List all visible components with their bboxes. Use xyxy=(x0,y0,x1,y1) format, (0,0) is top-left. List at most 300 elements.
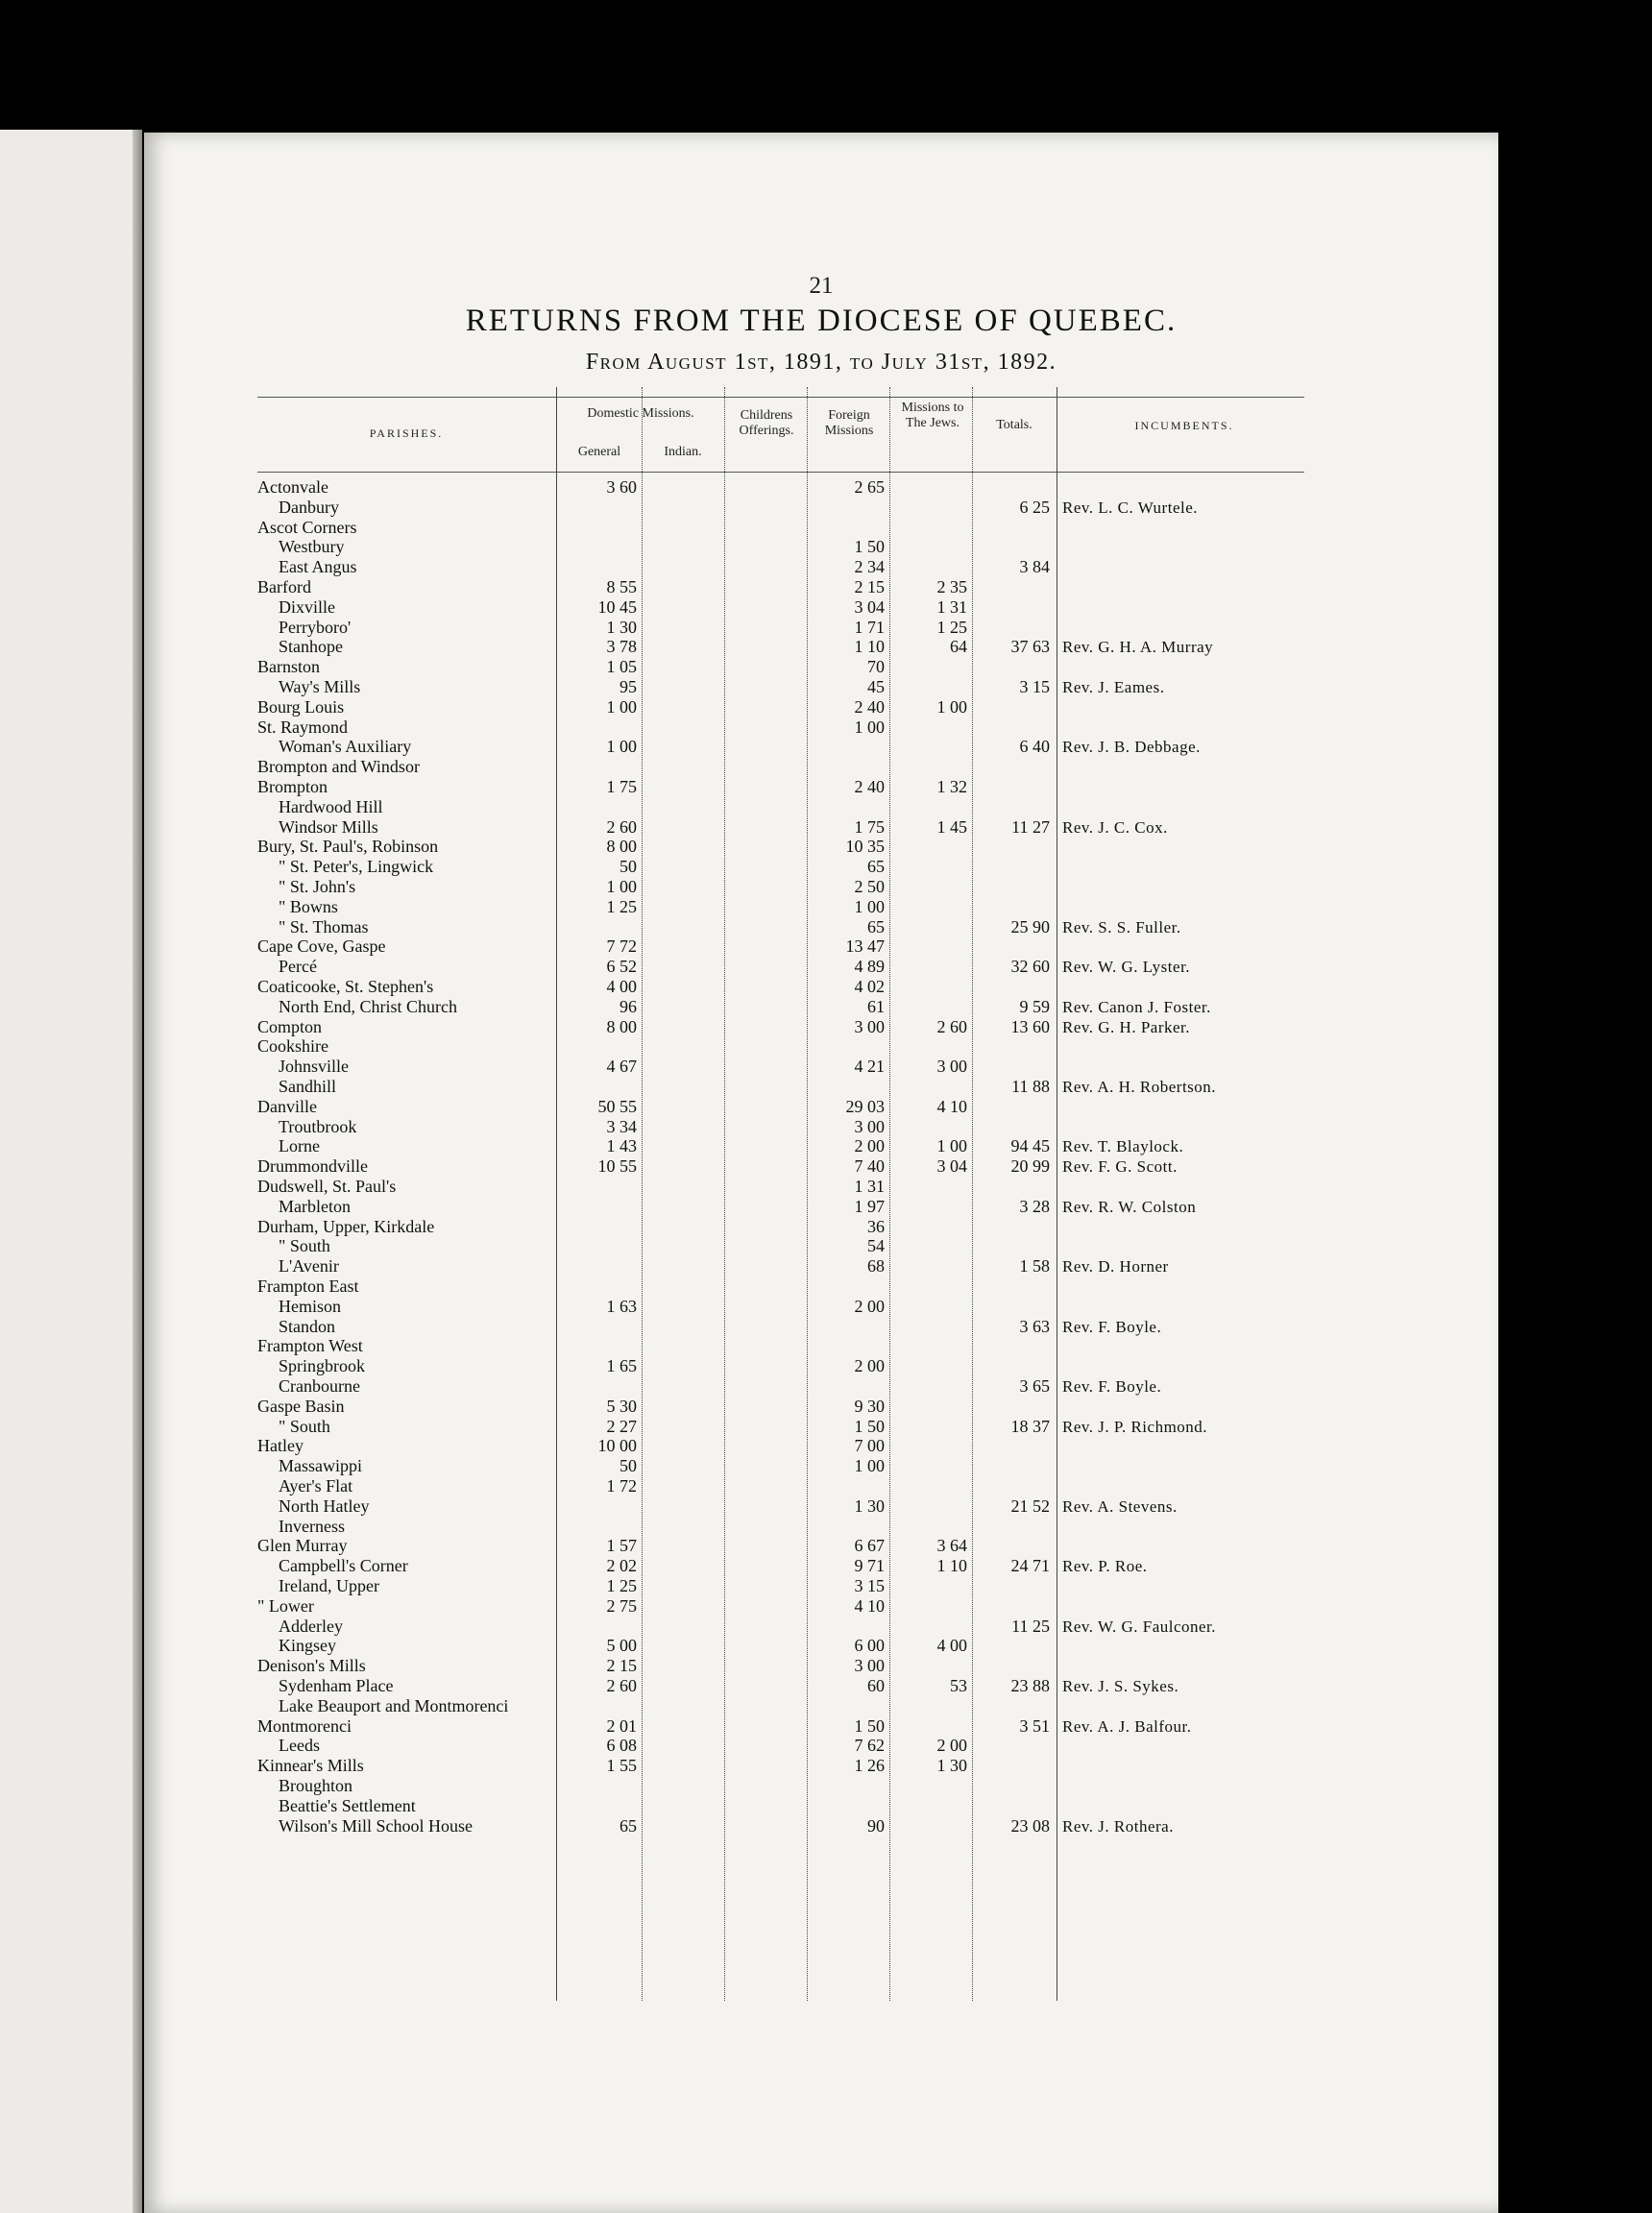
incumbent-name: Rev. G. H. A. Murray xyxy=(1062,638,1214,657)
childrens-cell xyxy=(727,1356,806,1376)
parish-name: Stanhope xyxy=(279,637,346,656)
jews-cell xyxy=(892,817,971,838)
jews-cell xyxy=(892,1077,971,1097)
total-amount: 23 08 xyxy=(1008,1816,1055,1836)
foreign-cell xyxy=(810,1036,888,1057)
parish-name: Percé xyxy=(279,957,320,976)
parish-name: " St. Peter's, Lingwick xyxy=(279,857,436,876)
total-amount: 3 51 xyxy=(1017,1716,1055,1736)
total-cell xyxy=(975,1656,1054,1676)
parish-name: East Angus xyxy=(279,557,360,576)
jews-cell xyxy=(892,677,971,697)
total-cell xyxy=(975,1776,1054,1796)
foreign-amount: 65 xyxy=(864,857,888,876)
general-cell xyxy=(560,1057,641,1077)
indian-cell xyxy=(644,877,723,897)
indian-cell xyxy=(644,1776,723,1796)
indian-cell xyxy=(644,1656,723,1676)
general-cell xyxy=(560,1336,641,1356)
table-row xyxy=(257,717,1448,738)
table-row xyxy=(257,1496,1448,1517)
foreign-amount: 2 34 xyxy=(852,557,889,576)
foreign-amount: 9 30 xyxy=(852,1397,889,1416)
jews-amount: 1 31 xyxy=(935,597,972,617)
jews-cell xyxy=(892,1716,971,1737)
childrens-cell xyxy=(727,618,806,638)
total-cell xyxy=(975,677,1054,697)
childrens-cell xyxy=(727,1596,806,1617)
table-row xyxy=(257,1336,1448,1356)
parish-name: Drummondville xyxy=(257,1156,371,1176)
general-amount: 1 30 xyxy=(604,618,642,637)
indian-cell xyxy=(644,1696,723,1716)
table-row xyxy=(257,597,1448,618)
general-cell xyxy=(560,477,641,498)
jews-amount: 4 00 xyxy=(935,1636,972,1655)
general-cell xyxy=(560,1456,641,1476)
parish-name: Lake Beauport and Montmorenci xyxy=(279,1696,511,1715)
table-row xyxy=(257,1476,1448,1496)
table-row xyxy=(257,837,1448,857)
total-amount: 25 90 xyxy=(1008,917,1055,936)
total-cell xyxy=(975,1197,1054,1217)
foreign-amount: 1 50 xyxy=(852,537,889,556)
foreign-amount: 2 00 xyxy=(852,1356,889,1375)
general-amount: 2 60 xyxy=(604,1676,642,1695)
jews-cell xyxy=(892,1736,971,1756)
total-cell xyxy=(975,1336,1054,1356)
general-cell xyxy=(560,637,641,657)
parish-name: Dixville xyxy=(279,597,338,617)
jews-cell xyxy=(892,1197,971,1217)
parish-name: Perryboro' xyxy=(279,618,353,637)
general-cell xyxy=(560,1017,641,1037)
foreign-amount: 36 xyxy=(864,1217,888,1236)
childrens-cell xyxy=(727,1256,806,1277)
jews-amount: 2 35 xyxy=(935,577,972,596)
parish-name: Denison's Mills xyxy=(257,1656,369,1675)
childrens-cell xyxy=(727,1636,806,1656)
general-cell xyxy=(560,1517,641,1537)
table-row xyxy=(257,1456,1448,1476)
jews-cell xyxy=(892,637,971,657)
parish-name: Dudswell, St. Paul's xyxy=(257,1177,399,1196)
foreign-amount: 9 71 xyxy=(852,1556,889,1575)
childrens-cell xyxy=(727,737,806,757)
parish-name: North Hatley xyxy=(279,1496,372,1516)
jews-cell xyxy=(892,1517,971,1537)
total-cell xyxy=(975,1676,1054,1696)
header-incumbents: INCUMBENTS. xyxy=(1134,419,1234,432)
total-cell xyxy=(975,637,1054,657)
indian-cell xyxy=(644,577,723,597)
table-row xyxy=(257,957,1448,977)
foreign-cell xyxy=(810,1636,888,1656)
childrens-cell xyxy=(727,577,806,597)
jews-cell xyxy=(892,1036,971,1057)
table-row xyxy=(257,518,1448,538)
jews-amount: 2 00 xyxy=(935,1736,972,1755)
jews-amount: 2 60 xyxy=(935,1017,972,1036)
foreign-cell xyxy=(810,1217,888,1237)
table-row xyxy=(257,1136,1448,1156)
general-amount: 65 xyxy=(617,1816,641,1836)
parish-cell xyxy=(257,1297,567,1317)
total-amount: 3 15 xyxy=(1017,677,1055,696)
table-row xyxy=(257,917,1448,937)
table-row xyxy=(257,877,1448,897)
foreign-cell xyxy=(810,717,888,738)
top-rule xyxy=(257,397,1304,398)
parish-name: " St. John's xyxy=(279,877,358,896)
foreign-cell xyxy=(810,577,888,597)
jews-amount: 1 00 xyxy=(935,697,972,717)
table-row xyxy=(257,1617,1448,1637)
foreign-cell xyxy=(810,1716,888,1737)
indian-cell xyxy=(644,1297,723,1317)
indian-cell xyxy=(644,1317,723,1337)
parish-cell xyxy=(257,1556,567,1576)
jews-cell xyxy=(892,577,971,597)
parish-cell xyxy=(257,1097,546,1117)
indian-cell xyxy=(644,1736,723,1756)
childrens-cell xyxy=(727,537,806,557)
parish-name: Barford xyxy=(257,577,314,596)
childrens-cell xyxy=(727,1136,806,1156)
indian-cell xyxy=(644,498,723,518)
jews-cell xyxy=(892,537,971,557)
total-cell xyxy=(975,577,1054,597)
childrens-cell xyxy=(727,817,806,838)
general-amount: 3 78 xyxy=(604,637,642,656)
foreign-cell xyxy=(810,1236,888,1256)
indian-cell xyxy=(644,1556,723,1576)
foreign-amount: 2 65 xyxy=(852,477,889,497)
total-cell xyxy=(975,1417,1054,1437)
table-row xyxy=(257,1117,1448,1137)
total-cell xyxy=(975,1217,1054,1237)
parish-name: Glen Murray xyxy=(257,1536,350,1555)
childrens-cell xyxy=(727,1197,806,1217)
jews-cell xyxy=(892,1476,971,1496)
general-cell xyxy=(560,1197,641,1217)
general-cell xyxy=(560,1596,641,1617)
foreign-cell xyxy=(810,1197,888,1217)
foreign-cell xyxy=(810,1736,888,1756)
foreign-cell xyxy=(810,1277,888,1297)
foreign-cell xyxy=(810,1456,888,1476)
table-row xyxy=(257,777,1448,797)
table-row xyxy=(257,936,1448,957)
parish-cell xyxy=(257,1496,567,1517)
childrens-cell xyxy=(727,1656,806,1676)
general-cell xyxy=(560,1617,641,1637)
childrens-cell xyxy=(727,597,806,618)
header-parishes: PARISHES. xyxy=(369,426,444,440)
table-row xyxy=(257,1277,1448,1297)
indian-cell xyxy=(644,1676,723,1696)
parish-name: Troutbrook xyxy=(279,1117,359,1136)
total-cell xyxy=(975,1097,1054,1117)
foreign-cell xyxy=(810,1356,888,1376)
total-cell xyxy=(975,1017,1054,1037)
indian-cell xyxy=(644,1596,723,1617)
total-cell xyxy=(975,1696,1054,1716)
general-amount: 5 00 xyxy=(604,1636,642,1655)
incumbent-name: Rev. F. Boyle. xyxy=(1062,1377,1162,1396)
total-cell xyxy=(975,1796,1054,1816)
general-cell xyxy=(560,977,641,997)
foreign-amount: 90 xyxy=(864,1816,888,1836)
general-amount: 1 05 xyxy=(604,657,642,676)
general-cell xyxy=(560,697,641,717)
table-row xyxy=(257,977,1448,997)
foreign-amount: 60 xyxy=(864,1676,888,1695)
general-cell xyxy=(560,1036,641,1057)
foreign-cell xyxy=(810,1476,888,1496)
table-row xyxy=(257,1556,1448,1576)
table-row xyxy=(257,477,1448,498)
parish-cell xyxy=(257,1756,546,1776)
parish-name: Springbrook xyxy=(279,1356,368,1375)
jews-cell xyxy=(892,1217,971,1237)
indian-cell xyxy=(644,1456,723,1476)
general-cell xyxy=(560,1496,641,1517)
childrens-cell xyxy=(727,1756,806,1776)
general-amount: 8 00 xyxy=(604,1017,642,1036)
total-cell xyxy=(975,997,1054,1017)
parish-name: " Bowns xyxy=(279,897,341,916)
parish-cell xyxy=(257,498,567,518)
parish-name: St. Raymond xyxy=(257,717,351,737)
general-amount: 50 55 xyxy=(595,1097,642,1116)
parish-cell xyxy=(257,1656,546,1676)
foreign-cell xyxy=(810,977,888,997)
parish-name: Broughton xyxy=(279,1776,355,1795)
general-amount: 10 45 xyxy=(595,597,642,617)
general-amount: 2 02 xyxy=(604,1556,642,1575)
table-row xyxy=(257,677,1448,697)
childrens-cell xyxy=(727,1436,806,1456)
childrens-cell xyxy=(727,957,806,977)
foreign-cell xyxy=(810,837,888,857)
general-cell xyxy=(560,777,641,797)
general-amount: 1 57 xyxy=(604,1536,642,1555)
jews-cell xyxy=(892,1097,971,1117)
jews-cell xyxy=(892,857,971,877)
general-amount: 8 55 xyxy=(604,577,642,596)
foreign-cell xyxy=(810,1057,888,1077)
foreign-cell xyxy=(810,477,888,498)
parish-cell xyxy=(257,837,546,857)
childrens-cell xyxy=(727,1536,806,1556)
parish-cell xyxy=(257,537,567,557)
parish-name: Frampton East xyxy=(257,1277,362,1296)
parish-cell xyxy=(257,1217,546,1237)
foreign-cell xyxy=(810,537,888,557)
jews-cell xyxy=(892,597,971,618)
total-cell xyxy=(975,777,1054,797)
childrens-cell xyxy=(727,1057,806,1077)
general-amount: 96 xyxy=(617,997,641,1016)
parish-cell xyxy=(257,1036,546,1057)
table-row xyxy=(257,1536,1448,1556)
general-cell xyxy=(560,1476,641,1496)
indian-cell xyxy=(644,1816,723,1836)
parish-cell xyxy=(257,1136,567,1156)
general-amount: 2 60 xyxy=(604,817,642,837)
total-cell xyxy=(975,477,1054,498)
total-cell xyxy=(975,857,1054,877)
indian-cell xyxy=(644,817,723,838)
foreign-cell xyxy=(810,657,888,677)
jews-amount: 1 10 xyxy=(935,1556,972,1575)
total-cell xyxy=(975,1496,1054,1517)
parish-name: " Lower xyxy=(257,1596,317,1616)
total-amount: 94 45 xyxy=(1008,1136,1055,1155)
parish-name: Cape Cove, Gaspe xyxy=(257,936,388,956)
foreign-cell xyxy=(810,877,888,897)
indian-cell xyxy=(644,977,723,997)
general-amount: 2 15 xyxy=(604,1656,642,1675)
general-amount: 3 34 xyxy=(604,1117,642,1136)
childrens-cell xyxy=(727,1676,806,1696)
parish-cell xyxy=(257,1117,567,1137)
jews-cell xyxy=(892,1256,971,1277)
parish-name: Windsor Mills xyxy=(279,817,381,837)
parish-cell xyxy=(257,1017,546,1037)
general-cell xyxy=(560,1436,641,1456)
foreign-cell xyxy=(810,1517,888,1537)
general-amount: 1 25 xyxy=(604,1576,642,1595)
incumbent-name: Rev. F. G. Scott. xyxy=(1062,1157,1178,1177)
jews-cell xyxy=(892,897,971,917)
total-cell xyxy=(975,1356,1054,1376)
jews-amount: 64 xyxy=(947,637,971,656)
table-row xyxy=(257,637,1448,657)
indian-cell xyxy=(644,1397,723,1417)
foreign-cell xyxy=(810,1317,888,1337)
foreign-cell xyxy=(810,957,888,977)
foreign-cell xyxy=(810,1177,888,1197)
general-cell xyxy=(560,1397,641,1417)
indian-cell xyxy=(644,518,723,538)
general-cell xyxy=(560,1736,641,1756)
jews-cell xyxy=(892,717,971,738)
indian-cell xyxy=(644,637,723,657)
parish-cell xyxy=(257,957,567,977)
foreign-cell xyxy=(810,637,888,657)
foreign-cell xyxy=(810,1336,888,1356)
table-row xyxy=(257,1517,1448,1537)
foreign-cell xyxy=(810,1816,888,1836)
general-cell xyxy=(560,618,641,638)
foreign-cell xyxy=(810,1676,888,1696)
general-cell xyxy=(560,897,641,917)
foreign-amount: 2 40 xyxy=(852,777,889,796)
total-amount: 6 40 xyxy=(1017,737,1055,756)
foreign-amount: 3 00 xyxy=(852,1017,889,1036)
total-cell xyxy=(975,1057,1054,1077)
total-cell xyxy=(975,537,1054,557)
general-cell xyxy=(560,498,641,518)
general-cell xyxy=(560,1317,641,1337)
foreign-amount: 1 00 xyxy=(852,897,889,916)
childrens-cell xyxy=(727,1156,806,1177)
foreign-cell xyxy=(810,1077,888,1097)
foreign-amount: 7 40 xyxy=(852,1156,889,1176)
total-cell xyxy=(975,877,1054,897)
jews-cell xyxy=(892,1156,971,1177)
childrens-cell xyxy=(727,1336,806,1356)
total-cell xyxy=(975,837,1054,857)
general-amount: 2 27 xyxy=(604,1417,642,1436)
parish-cell xyxy=(257,857,567,877)
foreign-cell xyxy=(810,1097,888,1117)
parish-cell xyxy=(257,717,546,738)
foreign-cell xyxy=(810,1776,888,1796)
total-cell xyxy=(975,1376,1054,1397)
table-row xyxy=(257,1796,1448,1816)
general-cell xyxy=(560,1417,641,1437)
parish-cell xyxy=(257,817,567,838)
indian-cell xyxy=(644,597,723,618)
table-row xyxy=(257,757,1448,777)
foreign-amount: 3 00 xyxy=(852,1656,889,1675)
parish-cell xyxy=(257,1077,567,1097)
foreign-cell xyxy=(810,597,888,618)
incumbent-name: Rev. S. S. Fuller. xyxy=(1062,917,1181,936)
parish-cell xyxy=(257,997,567,1017)
childrens-cell xyxy=(727,1297,806,1317)
general-cell xyxy=(560,857,641,877)
foreign-amount: 29 03 xyxy=(843,1097,889,1116)
total-amount: 24 71 xyxy=(1008,1556,1055,1575)
childrens-cell xyxy=(727,1117,806,1137)
foreign-cell xyxy=(810,897,888,917)
parish-name: Inverness xyxy=(279,1517,348,1536)
parish-name: " South xyxy=(279,1417,333,1436)
general-amount: 1 75 xyxy=(604,777,642,796)
jews-cell xyxy=(892,1136,971,1156)
foreign-amount: 3 04 xyxy=(852,597,889,617)
jews-cell xyxy=(892,917,971,937)
childrens-cell xyxy=(727,936,806,957)
parish-name: Actonvale xyxy=(257,477,331,497)
foreign-amount: 2 50 xyxy=(852,877,889,896)
parish-cell xyxy=(257,977,546,997)
foreign-amount: 61 xyxy=(864,997,888,1016)
total-cell xyxy=(975,1716,1054,1737)
general-cell xyxy=(560,1656,641,1676)
indian-cell xyxy=(644,1496,723,1517)
jews-cell xyxy=(892,618,971,638)
table-row xyxy=(257,1356,1448,1376)
jews-amount: 3 00 xyxy=(935,1057,972,1076)
general-amount: 1 00 xyxy=(604,877,642,896)
general-amount: 1 72 xyxy=(604,1476,642,1496)
table-row xyxy=(257,1057,1448,1077)
indian-cell xyxy=(644,1417,723,1437)
jews-cell xyxy=(892,1676,971,1696)
foreign-cell xyxy=(810,1617,888,1637)
general-amount: 4 00 xyxy=(604,977,642,996)
parish-cell xyxy=(257,877,567,897)
childrens-cell xyxy=(727,1397,806,1417)
header-missions-to-jews: Missions to The Jews. xyxy=(901,401,964,430)
total-cell xyxy=(975,1277,1054,1297)
foreign-cell xyxy=(810,697,888,717)
